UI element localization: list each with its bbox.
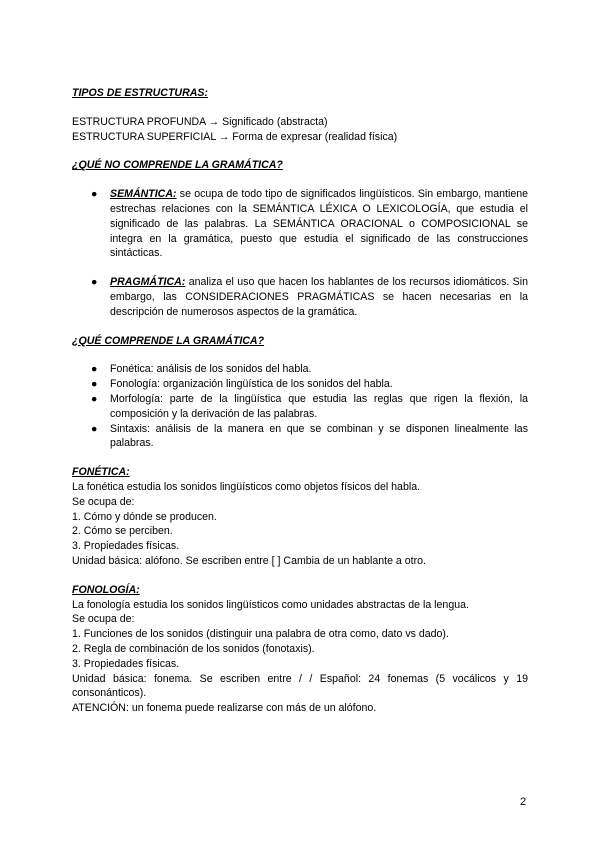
list-item xyxy=(72,392,528,422)
term-semantica: SEMÁNTICA: xyxy=(110,188,177,201)
fonetica-line: Unidad básica: alófono. Se escriben entre [ ] Cambia de un hablante a otro. xyxy=(72,554,426,567)
list-item xyxy=(72,422,528,452)
fonetica-heading: FONÉTICA: xyxy=(72,466,130,479)
fonetica-line: 2. Cómo se perciben. xyxy=(72,525,173,538)
bullet-icon: ● xyxy=(91,422,98,435)
fonologia-heading: FONOLOGÍA: xyxy=(72,583,140,596)
item-text: Morfología: parte de la lingüística que estudia las reglas que rigen la flexión, la composición y la derivación de las palabras. xyxy=(110,392,528,420)
bullet-icon: ● xyxy=(91,378,98,391)
list-item xyxy=(72,187,528,261)
item-text: Sintaxis: análisis de la manera en que se combinan y se disponen linealmente las palabras. xyxy=(110,422,528,450)
list-item xyxy=(72,362,528,377)
bullet-icon: ● xyxy=(91,188,98,201)
list-item xyxy=(72,275,528,319)
page-number: 2 xyxy=(520,796,527,808)
fonetica-line: Se ocupa de: xyxy=(72,495,135,508)
fonologia-line: 3. Propiedades físicas. xyxy=(72,657,180,670)
fonetica-line: 3. Propiedades físicas. xyxy=(72,540,180,553)
comprende-list xyxy=(72,362,528,451)
fonologia-line: 2. Regla de combinación de los sonidos (fonotaxis). xyxy=(72,642,315,655)
document-page xyxy=(72,86,528,716)
fonetica-line: La fonética estudia los sonidos lingüísticos como objetos físicos del habla. xyxy=(72,480,421,493)
no-comprende-list xyxy=(72,187,528,319)
comprende-heading: ¿QUÉ COMPRENDE LA GRAMÁTICA? xyxy=(72,334,265,347)
fonetica-line: 1. Cómo y dónde se producen. xyxy=(72,510,217,523)
item-text: analiza el uso que hacen los hablantes de los recursos idiomáticos. Sin embargo, las CONSIDERACIONES PRAGMÁTICAS se hacen necesarias en la descripción de numerosos aspectos de la gramática. xyxy=(110,276,528,318)
item-text: se ocupa de todo tipo de significados lingüísticos. Sin embargo, mantiene estrechas relaciones con la SEMÁNTICA LÉXICA O LEXICOLOGÍA, que estudia el significado de las palabras. La SEMÁNTICA ORACIONAL o COMPOSICIONAL se integra en la gramática, puesto que estudia el significado de las construcciones sintácticas. xyxy=(110,188,528,260)
fonologia-line: Se ocupa de: xyxy=(72,613,135,626)
fonologia-line: Unidad básica: fonema. Se escriben entre / / Español: 24 fonemas (5 vocálicos y 19 consonánticos). xyxy=(72,672,528,700)
fonologia-line: ATENCIÓN: un fonema puede realizarse con más de un alófono. xyxy=(72,702,377,715)
list-item xyxy=(72,377,528,392)
item-text: Fonética: análisis de los sonidos del habla. xyxy=(110,363,312,376)
tipos-heading: TIPOS DE ESTRUCTURAS: xyxy=(72,87,208,99)
no-comprende-heading: ¿QUÉ NO COMPRENDE LA GRAMÁTICA? xyxy=(72,159,283,172)
item-text: Fonología: organización lingüística de los sonidos del habla. xyxy=(110,378,393,391)
term-pragmatica: PRAGMÁTICA: xyxy=(110,276,186,289)
tipos-line: ESTRUCTURA SUPERFICIAL → Forma de expresar (realidad física) xyxy=(72,130,398,143)
fonologia-line: 1. Funciones de los sonidos (distinguir una palabra de otra como, dato vs dado). xyxy=(72,628,449,641)
bullet-icon: ● xyxy=(91,392,98,405)
tipos-line: ESTRUCTURA PROFUNDA → Significado (abstracta) xyxy=(72,115,328,128)
bullet-icon: ● xyxy=(91,276,98,289)
fonologia-line: La fonología estudia los sonidos lingüísticos como unidades abstractas de la lengua. xyxy=(72,598,469,611)
bullet-icon: ● xyxy=(91,363,98,376)
